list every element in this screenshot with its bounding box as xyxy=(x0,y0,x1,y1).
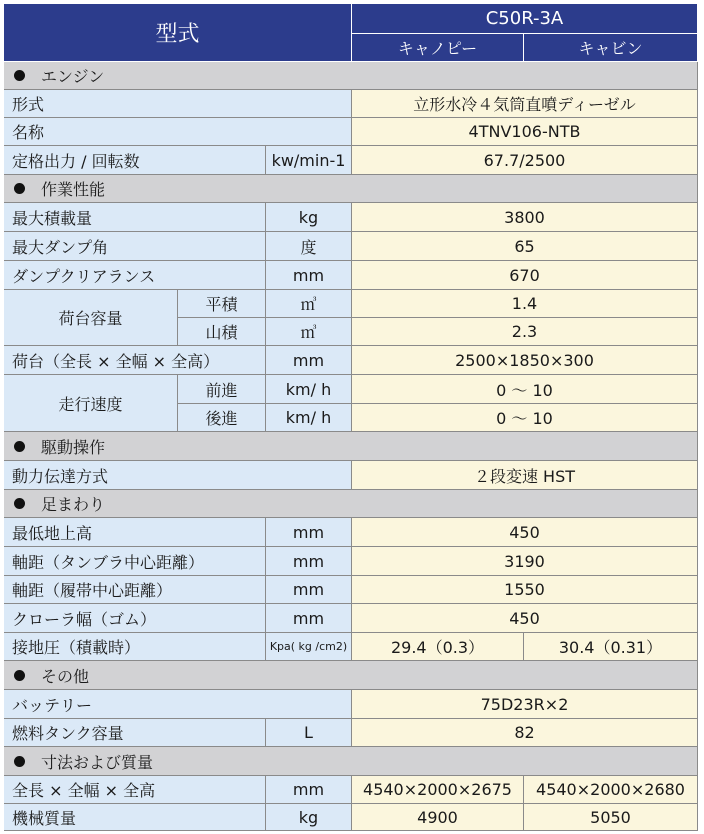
row-label: 形式 xyxy=(4,90,352,118)
row-label: 接地圧（積載時） xyxy=(4,633,266,661)
row-value: 1.4 xyxy=(352,290,698,318)
row-label: 機械質量 xyxy=(4,804,266,831)
section-engine xyxy=(4,62,698,90)
row-sub-label: 後進 xyxy=(178,404,266,432)
row-unit: L xyxy=(266,719,352,747)
row-sub-label: 平積 xyxy=(178,290,266,318)
bullet-icon xyxy=(14,70,25,81)
section-label: 作業性能 xyxy=(41,180,106,199)
bullet-icon xyxy=(14,183,25,194)
row-label: 荷台（全長 × 全幅 × 全高） xyxy=(4,346,266,375)
row-label: 最大積載量 xyxy=(4,203,266,232)
section-dimensions xyxy=(4,747,698,776)
header-variant-cabin: キャビン xyxy=(524,34,698,62)
header-model: C50R-3A xyxy=(352,4,698,34)
row-label: 軸距（履帯中心距離） xyxy=(4,576,266,604)
row-sub-label: 前進 xyxy=(178,375,266,404)
row-unit: Kpa( kg /cm2) xyxy=(266,633,352,661)
section-performance xyxy=(4,175,698,203)
row-unit: kw/min-1 xyxy=(266,146,352,175)
header-variant-canopy: キャノピー xyxy=(352,34,524,62)
row-unit: 度 xyxy=(266,232,352,261)
row-value-cabin: 5050 xyxy=(524,804,698,831)
row-value: 450 xyxy=(352,604,698,633)
row-unit: mm xyxy=(266,518,352,547)
header-title: 型式 xyxy=(4,4,352,62)
row-sub-label: 山積 xyxy=(178,318,266,346)
row-label: 最大ダンプ角 xyxy=(4,232,266,261)
section-undercarriage xyxy=(4,490,698,518)
row-unit: mm xyxy=(266,776,352,804)
row-value: 670 xyxy=(352,261,698,290)
row-group-label: 荷台容量 xyxy=(4,290,178,346)
row-label: 動力伝達方式 xyxy=(4,461,352,490)
section-label: 足まわり xyxy=(41,495,106,514)
row-label: バッテリー xyxy=(4,690,352,719)
row-unit: ㎥ xyxy=(266,290,352,318)
row-label: クローラ幅（ゴム） xyxy=(4,604,266,633)
row-unit: mm xyxy=(266,346,352,375)
bullet-icon xyxy=(14,670,25,681)
row-value-cabin: 4540×2000×2680 xyxy=(524,776,698,804)
row-value-canopy: 4540×2000×2675 xyxy=(352,776,524,804)
row-value: 0 ～ 10 xyxy=(352,375,698,404)
row-value: 82 xyxy=(352,719,698,747)
row-unit: kg xyxy=(266,203,352,232)
row-value-canopy: 29.4（0.3） xyxy=(352,633,524,661)
row-label: 定格出力 / 回転数 xyxy=(4,146,266,175)
row-value: 65 xyxy=(352,232,698,261)
row-label: 最低地上高 xyxy=(4,518,266,547)
row-value: 立形水冷４気筒直噴ディーゼル xyxy=(352,90,698,118)
row-label: 全長 × 全幅 × 全高 xyxy=(4,776,266,804)
row-value: 2500×1850×300 xyxy=(352,346,698,375)
bullet-icon xyxy=(14,498,25,509)
bullet-icon xyxy=(14,441,25,452)
row-value: 3800 xyxy=(352,203,698,232)
row-label: 燃料タンク容量 xyxy=(4,719,266,747)
row-unit: mm xyxy=(266,604,352,633)
row-value: 4TNV106-NTB xyxy=(352,118,698,146)
row-unit: ㎥ xyxy=(266,318,352,346)
row-unit: mm xyxy=(266,576,352,604)
row-value-cabin: 30.4（0.31） xyxy=(524,633,698,661)
row-unit: km/ h xyxy=(266,375,352,404)
row-unit: mm xyxy=(266,261,352,290)
row-value: 67.7/2500 xyxy=(352,146,698,175)
row-value: 1550 xyxy=(352,576,698,604)
section-label: エンジン xyxy=(41,67,105,86)
row-unit: kg xyxy=(266,804,352,831)
row-unit: mm xyxy=(266,547,352,576)
row-value: ２段変速 HST xyxy=(352,461,698,490)
section-label: 駆動操作 xyxy=(41,437,106,457)
row-value-canopy: 4900 xyxy=(352,804,524,831)
bullet-icon xyxy=(14,756,25,767)
row-group-label: 走行速度 xyxy=(4,375,178,432)
row-value: 450 xyxy=(352,518,698,547)
row-label: ダンプクリアランス xyxy=(4,261,266,290)
row-label: 軸距（タンブラ中心距離） xyxy=(4,547,266,576)
section-other xyxy=(4,661,698,690)
row-value: 2.3 xyxy=(352,318,698,346)
row-unit: km/ h xyxy=(266,404,352,432)
row-value: 75D23R×2 xyxy=(352,690,698,719)
row-value: 3190 xyxy=(352,547,698,576)
section-drive xyxy=(4,432,698,461)
row-value: 0 ～ 10 xyxy=(352,404,698,432)
section-label: 寸法および質量 xyxy=(41,752,154,772)
row-label: 名称 xyxy=(4,118,352,146)
section-label: その他 xyxy=(41,666,90,686)
